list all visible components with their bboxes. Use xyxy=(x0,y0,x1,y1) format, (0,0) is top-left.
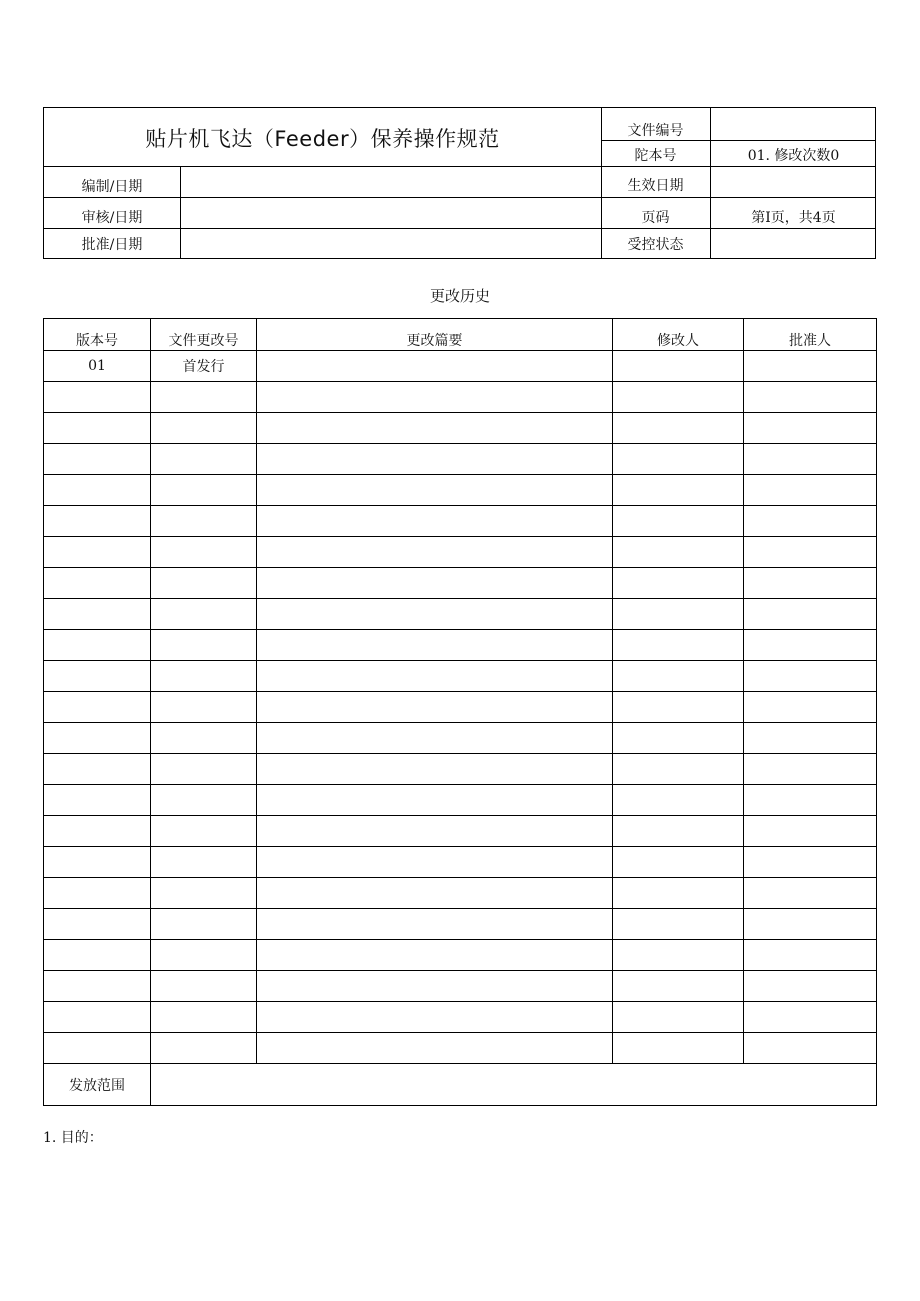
cell-change-number xyxy=(151,661,257,692)
cell-version xyxy=(44,599,151,630)
cell-change-number xyxy=(151,816,257,847)
cell-change-summary xyxy=(257,413,613,444)
cell-version xyxy=(44,1033,151,1064)
distribution-row xyxy=(44,1064,877,1106)
version-label: 陀本号 xyxy=(634,148,677,164)
cell-change-number xyxy=(151,723,257,754)
cell-change-summary xyxy=(257,661,613,692)
cell-version xyxy=(44,475,151,506)
cell-approved-by xyxy=(744,568,877,599)
page-label: 页码 xyxy=(641,210,670,226)
cell-modified-by xyxy=(613,351,744,382)
document-header xyxy=(43,107,876,259)
history-rows xyxy=(44,351,877,1064)
cell-modified-by xyxy=(613,382,744,413)
doc-number-value xyxy=(711,108,876,140)
cell-change-number xyxy=(151,909,257,940)
history-title: 更改历史 xyxy=(429,287,490,305)
cell-approved-by xyxy=(744,537,877,568)
cell-approved-by xyxy=(744,754,877,785)
distribution-label: 发放范围 xyxy=(44,1064,151,1106)
cell-modified-by xyxy=(613,785,744,816)
cell-version xyxy=(44,692,151,723)
distribution-value xyxy=(151,1064,877,1106)
cell-version xyxy=(44,940,151,971)
cell-modified-by xyxy=(613,475,744,506)
column-header-version: 版本号 xyxy=(44,319,151,351)
table-header-row xyxy=(44,319,877,351)
control-status-value xyxy=(711,229,876,259)
cell-change-summary xyxy=(257,444,613,475)
effective-date-label: 生效日期 xyxy=(627,178,684,194)
cell-modified-by xyxy=(613,816,744,847)
cell-version xyxy=(44,537,151,568)
cell-change-number xyxy=(151,1002,257,1033)
cell-version xyxy=(44,630,151,661)
cell-version xyxy=(44,413,151,444)
cell-change-number xyxy=(151,630,257,661)
doc-number-label: 文件编号 xyxy=(627,123,684,139)
cell-change-number xyxy=(151,1033,257,1064)
cell-modified-by xyxy=(613,506,744,537)
cell-modified-by xyxy=(613,940,744,971)
cell-modified-by xyxy=(613,971,744,1002)
cell-modified-by xyxy=(613,537,744,568)
approved-label: 批准/日期 xyxy=(81,237,143,253)
cell-modified-by xyxy=(613,1002,744,1033)
cell-version xyxy=(44,723,151,754)
reviewed-label: 审核/日期 xyxy=(81,210,143,226)
cell-modified-by xyxy=(613,692,744,723)
control-status-label: 受控状态 xyxy=(627,237,684,253)
column-header-change-number: 文件更改号 xyxy=(151,319,257,351)
cell-change-number xyxy=(151,785,257,816)
cell-change-summary xyxy=(257,940,613,971)
cell-approved-by xyxy=(744,692,877,723)
cell-change-number xyxy=(151,382,257,413)
table-row xyxy=(44,351,877,382)
cell-change-summary xyxy=(257,909,613,940)
table-row xyxy=(44,940,877,971)
cell-modified-by xyxy=(613,413,744,444)
cell-change-summary xyxy=(257,816,613,847)
cell-approved-by xyxy=(744,723,877,754)
table-row xyxy=(44,537,877,568)
cell-version: 01 xyxy=(44,351,151,382)
cell-change-number: 首发行 xyxy=(151,351,257,382)
cell-change-summary xyxy=(257,382,613,413)
document-title: 贴片机飞达（Feeder）保养操作规范 xyxy=(145,127,500,151)
cell-version xyxy=(44,382,151,413)
cell-version xyxy=(44,444,151,475)
revision-history-table xyxy=(43,318,877,1106)
cell-modified-by xyxy=(613,630,744,661)
cell-approved-by xyxy=(744,971,877,1002)
cell-change-summary xyxy=(257,475,613,506)
table-row xyxy=(44,661,877,692)
cell-change-summary xyxy=(257,506,613,537)
table-row xyxy=(44,599,877,630)
cell-modified-by xyxy=(613,909,744,940)
cell-modified-by xyxy=(613,847,744,878)
effective-date-value xyxy=(711,167,876,197)
cell-modified-by xyxy=(613,661,744,692)
cell-approved-by xyxy=(744,444,877,475)
table-row xyxy=(44,413,877,444)
cell-change-number xyxy=(151,971,257,1002)
cell-change-summary xyxy=(257,1002,613,1033)
table-row xyxy=(44,444,877,475)
cell-version xyxy=(44,785,151,816)
cell-version xyxy=(44,1002,151,1033)
cell-modified-by xyxy=(613,754,744,785)
table-row xyxy=(44,816,877,847)
cell-approved-by xyxy=(744,599,877,630)
table-row xyxy=(44,506,877,537)
table-row xyxy=(44,1002,877,1033)
cell-version xyxy=(44,754,151,785)
cell-change-summary xyxy=(257,568,613,599)
cell-modified-by xyxy=(613,568,744,599)
cell-approved-by xyxy=(744,909,877,940)
cell-version xyxy=(44,506,151,537)
table-row xyxy=(44,847,877,878)
cell-change-summary xyxy=(257,878,613,909)
cell-version xyxy=(44,816,151,847)
table-row xyxy=(44,630,877,661)
cell-change-number xyxy=(151,568,257,599)
cell-change-number xyxy=(151,847,257,878)
table-row xyxy=(44,475,877,506)
cell-modified-by xyxy=(613,444,744,475)
cell-approved-by xyxy=(744,630,877,661)
approved-value xyxy=(181,229,601,259)
table-row xyxy=(44,878,877,909)
table-row xyxy=(44,382,877,413)
cell-modified-by xyxy=(613,878,744,909)
cell-change-summary xyxy=(257,847,613,878)
cell-change-number xyxy=(151,475,257,506)
cell-change-number xyxy=(151,692,257,723)
cell-change-number xyxy=(151,878,257,909)
cell-change-summary xyxy=(257,599,613,630)
cell-modified-by xyxy=(613,599,744,630)
column-header-modified-by: 修改人 xyxy=(613,319,744,351)
cell-version xyxy=(44,568,151,599)
cell-version xyxy=(44,847,151,878)
cell-approved-by xyxy=(744,1033,877,1064)
cell-change-number xyxy=(151,444,257,475)
table-row xyxy=(44,723,877,754)
table-row xyxy=(44,785,877,816)
cell-change-summary xyxy=(257,630,613,661)
cell-change-number xyxy=(151,599,257,630)
cell-change-number xyxy=(151,413,257,444)
cell-approved-by xyxy=(744,785,877,816)
cell-change-number xyxy=(151,754,257,785)
cell-version xyxy=(44,971,151,1002)
cell-change-summary xyxy=(257,723,613,754)
cell-approved-by xyxy=(744,382,877,413)
cell-change-summary xyxy=(257,351,613,382)
cell-change-summary xyxy=(257,785,613,816)
section-1-heading: 1. 目的： xyxy=(43,1130,103,1146)
table-row xyxy=(44,754,877,785)
cell-approved-by xyxy=(744,413,877,444)
cell-change-number xyxy=(151,506,257,537)
cell-approved-by xyxy=(744,940,877,971)
reviewed-value xyxy=(181,198,601,228)
cell-version xyxy=(44,909,151,940)
cell-change-summary xyxy=(257,1033,613,1064)
cell-change-summary xyxy=(257,971,613,1002)
table-row xyxy=(44,971,877,1002)
table-row xyxy=(44,568,877,599)
page-value: 第I页，共4页 xyxy=(751,210,836,226)
column-header-change-summary: 更改篇要 xyxy=(257,319,613,351)
cell-approved-by xyxy=(744,816,877,847)
column-header-approved-by: 批准人 xyxy=(744,319,877,351)
table-row xyxy=(44,909,877,940)
table-row xyxy=(44,1033,877,1064)
cell-approved-by xyxy=(744,661,877,692)
version-value: 01. 修改次数0 xyxy=(747,148,840,164)
cell-modified-by xyxy=(613,723,744,754)
cell-modified-by xyxy=(613,1033,744,1064)
cell-approved-by xyxy=(744,351,877,382)
prepared-value xyxy=(181,167,601,197)
table-row xyxy=(44,692,877,723)
cell-change-summary xyxy=(257,754,613,785)
cell-version xyxy=(44,661,151,692)
cell-approved-by xyxy=(744,847,877,878)
cell-version xyxy=(44,878,151,909)
cell-approved-by xyxy=(744,506,877,537)
cell-change-number xyxy=(151,940,257,971)
cell-approved-by xyxy=(744,475,877,506)
cell-change-number xyxy=(151,537,257,568)
cell-approved-by xyxy=(744,878,877,909)
cell-change-summary xyxy=(257,537,613,568)
cell-approved-by xyxy=(744,1002,877,1033)
cell-change-summary xyxy=(257,692,613,723)
prepared-label: 编制/日期 xyxy=(81,179,143,195)
